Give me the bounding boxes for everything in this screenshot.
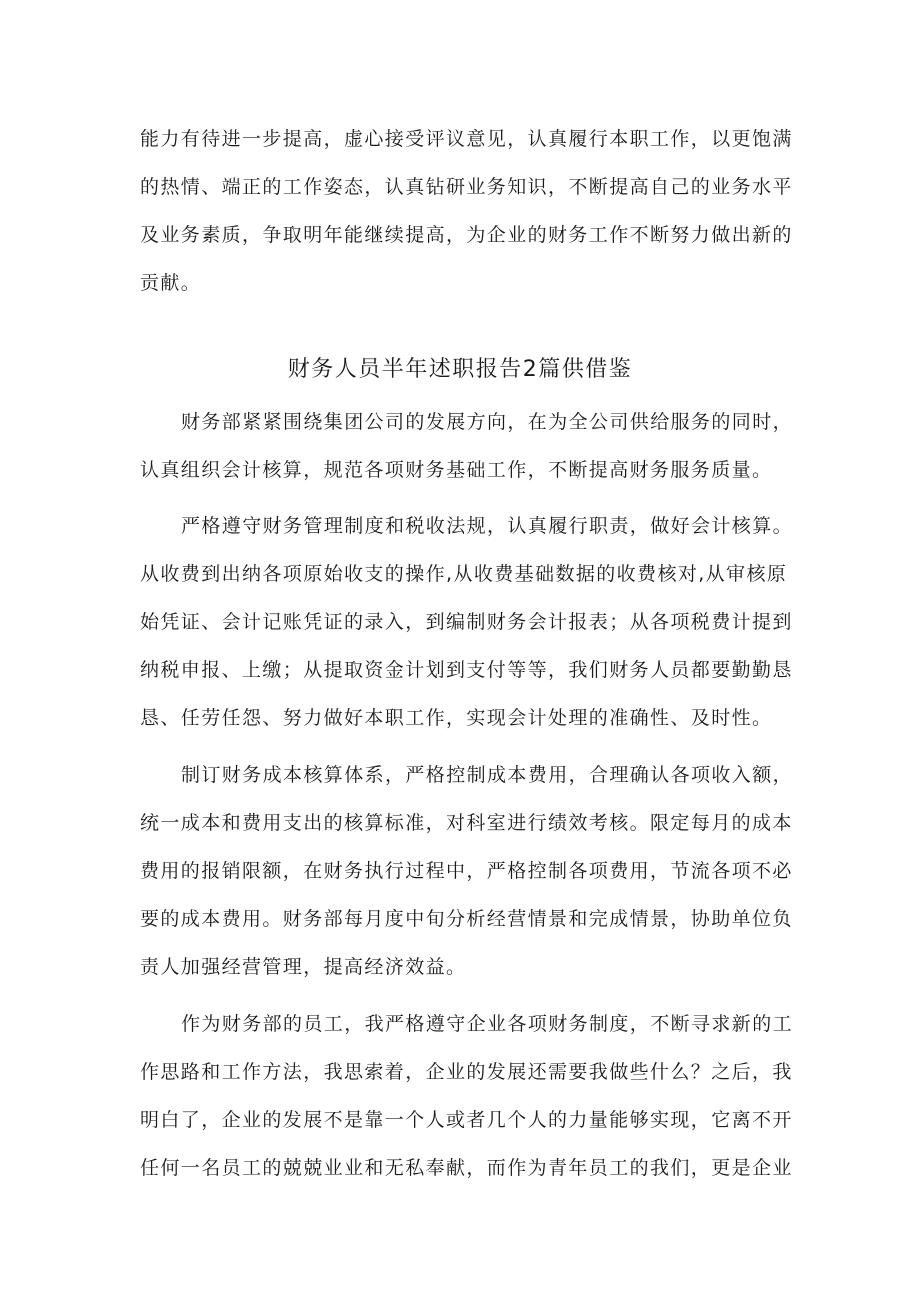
p4-line-1: 作为财务部的员工，我严格遵守企业各项财务制度，不断寻求新的工 [181, 1013, 794, 1035]
p4-line-2: 作思路和工作方法，我思索着，企业的发展还需要我做些什么？之后，我 [140, 1061, 793, 1083]
p1-line-1: 财务部紧紧围绕集团公司的发展方向，在为全公司供给服务的同时， [181, 411, 794, 433]
p2-line-1: 严格遵守财务管理制度和税收法规，认真履行职责，做好会计核算。 [181, 515, 794, 537]
p2-line-5: 恳、任劳任怨、努力做好本职工作，实现会计处理的准确性、及时性。 [140, 707, 773, 729]
document-title: 财务人员半年述职报告2篇供借鉴 [287, 357, 633, 382]
p2-line-3: 始凭证、会计记账凭证的录入，到编制财务会计报表；从各项税费计提到 [140, 611, 793, 633]
p1-line-2: 认真组织会计核算，规范各项财务基础工作，不断提高财务服务质量。 [140, 459, 773, 481]
p2-line-2: 从收费到出纳各项原始收支的操作,从收费基础数据的收费核对,从审核原 [140, 563, 788, 585]
intro-line-1: 能力有待进一步提高，虚心接受评议意见，认真履行本职工作，以更饱满 [140, 128, 793, 150]
p3-line-2: 统一成本和费用支出的核算标准，对科室进行绩效考核。限定每月的成本 [140, 812, 793, 834]
intro-line-2: 的热情、端正的工作姿态，认真钻研业务知识，不断提高自己的业务水平 [140, 176, 793, 198]
p3-line-3: 费用的报销限额，在财务执行过程中，严格控制各项费用，节流各项不必 [140, 860, 793, 882]
p4-line-3: 明白了，企业的发展不是靠一个人或者几个人的力量能够实现，它离不开 [140, 1109, 793, 1131]
intro-line-3: 及业务素质，争取明年能继续提高，为企业的财务工作不断努力做出新的 [140, 224, 793, 246]
p3-line-4: 要的成本费用。财务部每月度中旬分析经营情景和完成情景，协助单位负 [140, 908, 793, 930]
intro-line-4: 贡献。 [140, 272, 202, 294]
p3-line-1: 制订财务成本核算体系，严格控制成本费用，合理确认各项收入额， [181, 764, 794, 786]
p3-line-5: 责人加强经营管理，提高经济效益。 [140, 956, 467, 978]
p2-line-4: 纳税申报、上缴；从提取资金计划到支付等等，我们财务人员都要勤勤恳 [140, 659, 793, 681]
p4-line-4: 任何一名员工的兢兢业业和无私奉献，而作为青年员工的我们，更是企业 [140, 1157, 793, 1179]
